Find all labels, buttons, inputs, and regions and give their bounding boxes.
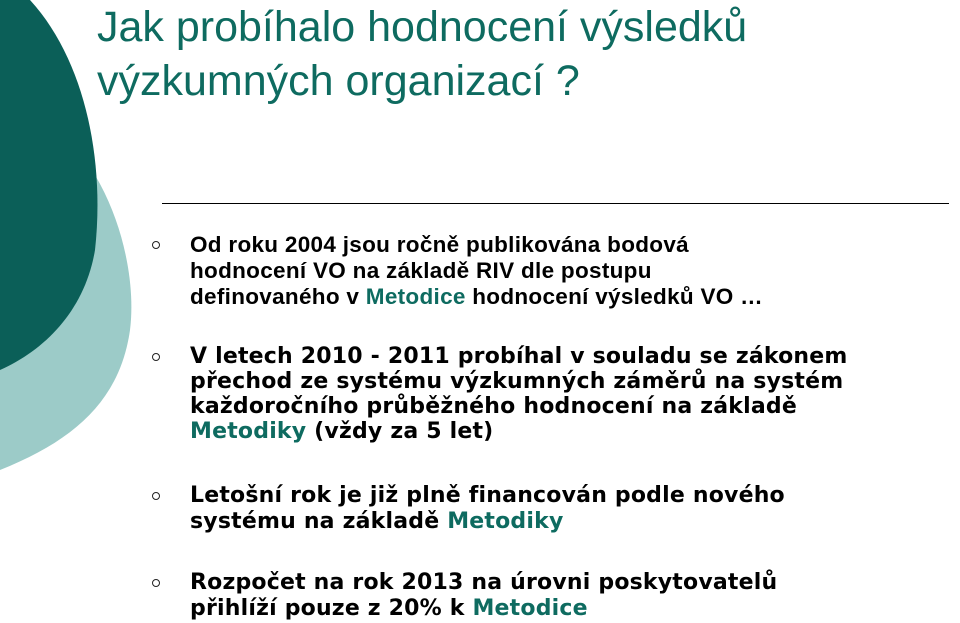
bullet-4-line-2 [190, 596, 960, 622]
title-line-1: Jak probíhalo hodnocení výsledků [97, 3, 748, 51]
bullet-1-line-3 [190, 284, 960, 310]
slide-title [97, 0, 947, 108]
bullet-3-line-2-pre: systému na základě [190, 509, 448, 534]
circle-bullet-icon [152, 241, 160, 249]
bullet-1-line-3-post: hodnocení výsledků VO … [465, 284, 763, 309]
bullet-text-1 [190, 232, 960, 310]
title-divider [162, 203, 949, 204]
bullet-1-line-3-pre: definovaného v [190, 284, 366, 309]
bullet-1-line-2: hodnocení VO na základě RIV dle postupu [190, 258, 652, 283]
circle-bullet-icon [152, 353, 160, 361]
metodiky-highlight: Metodiky [447, 509, 564, 534]
bullet-text-3 [190, 483, 960, 535]
bullet-3-line-1: Letošní rok je již plně financován podle nového [190, 483, 785, 508]
bullet-2-line-2: přechod ze systému výzkumných záměrů na systém [190, 369, 844, 394]
metodice-highlight: Metodice [472, 596, 588, 621]
circle-bullet-icon [152, 579, 160, 587]
circle-bullet-icon [152, 492, 160, 500]
bullet-2-line-4-post: (vždy za 5 let) [306, 419, 494, 444]
metodice-highlight: Metodice [365, 284, 466, 309]
bullet-3-line-2 [190, 509, 960, 535]
bullet-2-line-1: V letech 2010 - 2011 probíhal v souladu se zákonem [190, 344, 848, 369]
bullet-4-line-1: Rozpočet na rok 2013 na úrovni poskytovatelů [190, 570, 778, 595]
bullet-text-4 [190, 570, 960, 622]
metodiky-highlight: Metodiky [190, 419, 307, 444]
bullet-2-line-4 [190, 419, 960, 444]
bullet-text-2 [190, 344, 960, 444]
bullet-2-line-3: každoročního průběžného hodnocení na základě [190, 394, 797, 419]
title-line-2: výzkumných organizací ? [97, 57, 580, 105]
bullet-4-line-2-pre: přihlíží pouze z 20% k [190, 596, 473, 621]
bullet-1-line-1: Od roku 2004 jsou ročně publikována bodová [190, 232, 689, 257]
